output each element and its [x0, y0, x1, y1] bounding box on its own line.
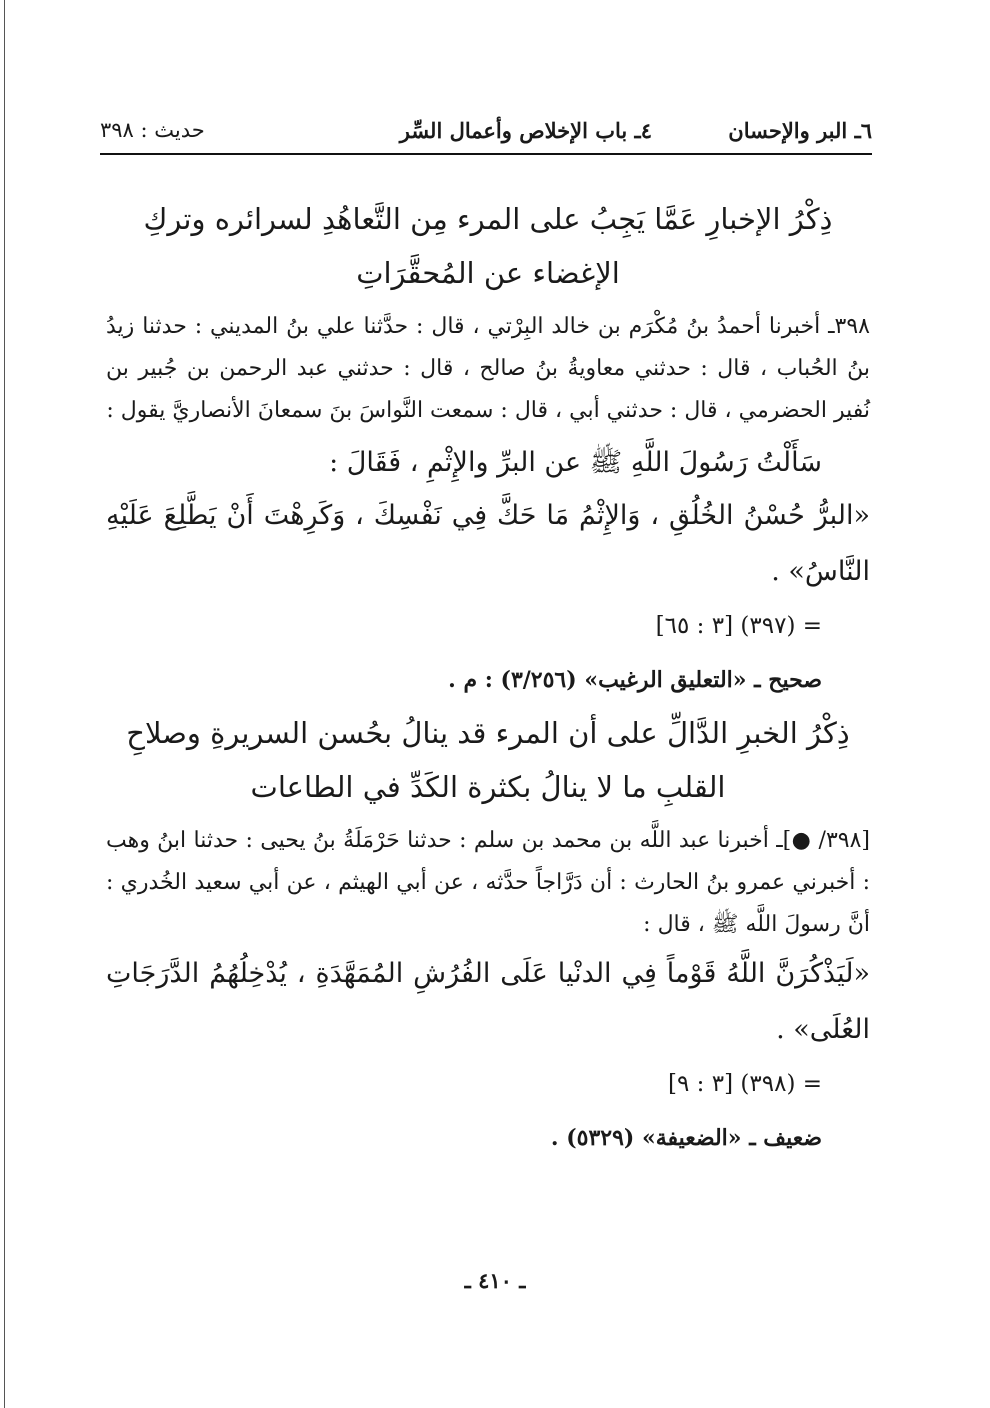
- hadith-entry-398-extra: [106, 706, 870, 1160]
- running-header: [100, 118, 872, 152]
- page-number: ـ ٤١٠ ـ: [464, 1268, 526, 1293]
- entry-isnad: [٣٩٨/ ●]ـ أخبرنا عبد اللَّه بن محمد بن سلم : حدثنا حَرْمَلَةُ بنُ يحيى : حدثنا ابنُ وهب : أخبرني عمرو بنُ الحارث : أن دَرَّاجاً حدَّثه ، عن أبي الهيثم ، عن أبي سعيد الخُدري : أنَّ رسولَ اللَّه ﷺ ، قال :: [106, 828, 870, 937]
- entry-title: ذِكْرُ الخبرِ الدَّالِّ على أن المرء قد ينالُ بحُسن السريرةِ وصلاحِ القلبِ ما لا ينالُ بكثرة الكَدِّ في الطاعات: [126, 716, 850, 804]
- entry-grade: صحيح ـ «التعليق الرغيب» (٣/٢٥٦) : م .: [448, 667, 822, 693]
- entry-hadith-text: «لَيَذْكُرَنَّ اللَّهُ قَوْماً فِي الدنْيا عَلَى الفُرُشِ المُمَهَّدَةِ ، يُدْخِلُهُمُ الدَّرَجَاتِ العُلَى» .: [106, 958, 870, 1045]
- page-content: [106, 192, 870, 1164]
- entry-reference: = (٣٩٨) [٣ : ٩]: [668, 1071, 822, 1097]
- entry-quote-intro: سَأَلْتُ رَسُولَ اللَّهِ ﷺ عن البرِّ والإِثْمِ ، فَقَالَ :: [329, 447, 822, 478]
- page-edge-line: [4, 0, 5, 1408]
- entry-grade: ضعيف ـ «الضعيفة» (٥٣٢٩) .: [550, 1125, 822, 1151]
- entry-reference: = (٣٩٧) [٣ : ٦٥]: [655, 613, 822, 639]
- header-section: ٤ـ باب الإخلاص وأعمال السِّر: [399, 118, 652, 143]
- header-chapter: ٦ـ البر والإحسان: [728, 118, 872, 143]
- hadith-entry-398: [106, 192, 870, 702]
- entry-title: ذِكْرُ الإخبارِ عَمَّا يَجِبُ على المرء مِن التَّعاهُدِ لسرائره وتركِ الإغضاء عن المُحقَّرَاتِ: [143, 202, 833, 290]
- entry-isnad: ٣٩٨ـ أخبرنا أحمدُ بنُ مُكْرَم بن خالد البِرْتي ، قال : حدَّثنا علي بنُ المديني : حدثنا زيدُ بنُ الحُباب ، قال : حدثني معاويةُ بنُ صالح ، قال : حدثني عبد الرحمن بن جُبير بن نُفير الحضرمي ، قال : حدثني أبي ، قال : سمعت النَّواسَ بنَ سمعانَ الأنصاريَّ يقول :: [106, 314, 870, 423]
- header-rule: [100, 153, 872, 155]
- header-hadith-number: حديث : ٣٩٨: [100, 118, 205, 142]
- entry-hadith-text: «البرُّ حُسْنُ الخُلُقِ ، وَالإِثْمُ مَا حَكَّ فِي نَفْسِكَ ، وَكَرِهْتَ أَنْ يَطَّلِعَ عَلَيْهِ النَّاسُ» .: [106, 500, 870, 587]
